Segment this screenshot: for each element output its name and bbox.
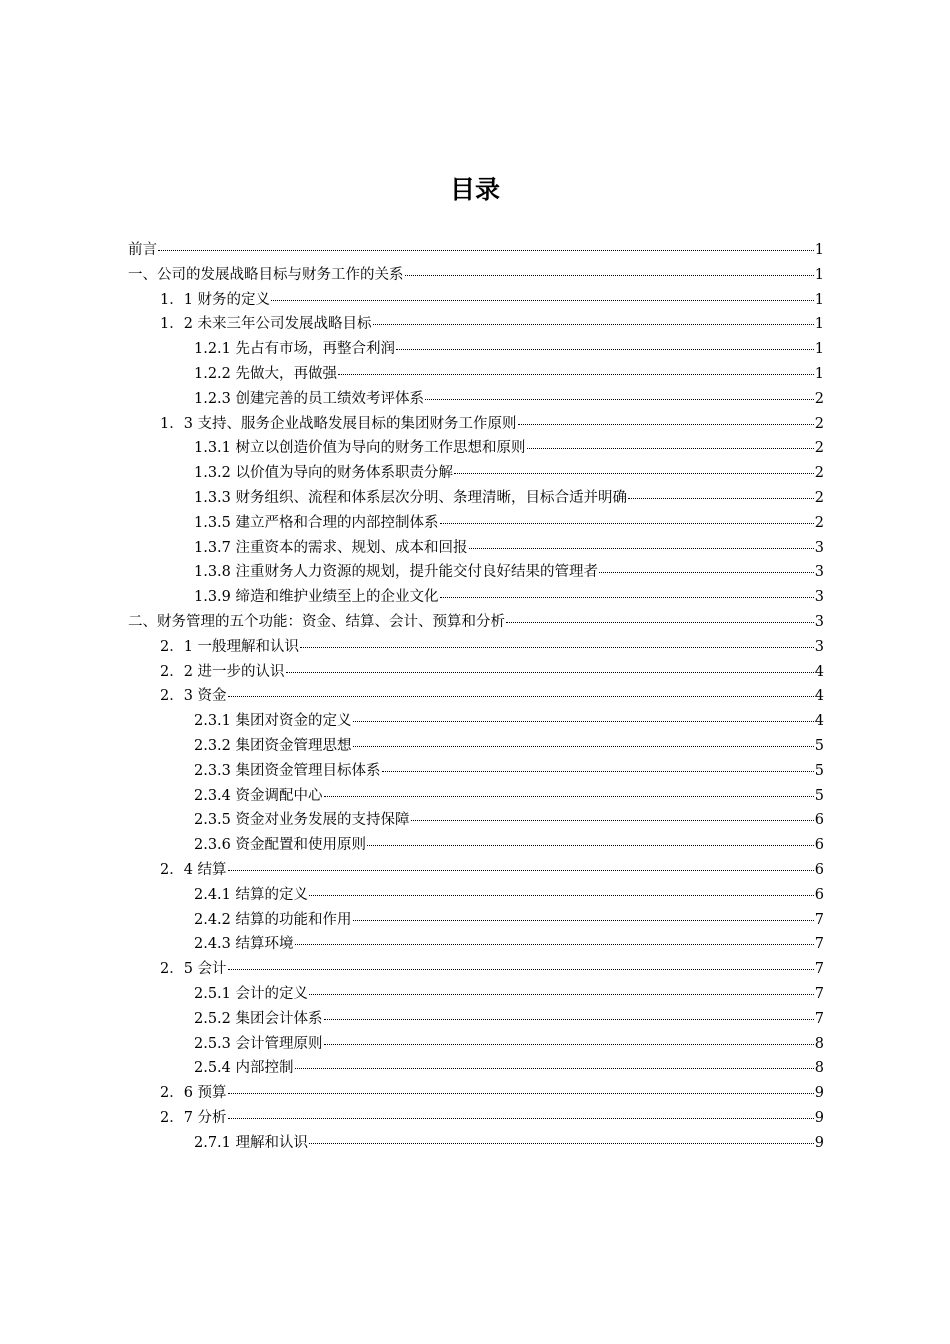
toc-dot-leader: [599, 558, 814, 574]
toc-dot-leader: [353, 707, 814, 723]
toc-dot-leader: [309, 979, 814, 995]
toc-entry[interactable]: [128, 808, 824, 833]
toc-dot-leader: [228, 1103, 814, 1119]
toc-entry[interactable]: [128, 1032, 824, 1057]
toc-page-number: 3: [814, 539, 824, 556]
toc-entry-text: 1．3 支持、服务企业战略发展目标的集团财务工作原则: [160, 415, 517, 432]
toc-entry[interactable]: [128, 486, 824, 511]
toc-dot-leader: [353, 905, 814, 921]
toc-page-number: 6: [814, 886, 824, 903]
toc-page-number: 9: [814, 1085, 824, 1102]
toc-dot-leader: [628, 483, 814, 499]
toc-entry[interactable]: [128, 1081, 824, 1106]
toc-entry-text: 1.2.1 先占有市场，再整合利润: [194, 341, 396, 358]
toc-page-number: 8: [814, 1035, 824, 1052]
toc-entry-text: 2．5 会计: [160, 961, 227, 978]
toc-dot-leader: [158, 236, 814, 252]
toc-entry[interactable]: [128, 560, 824, 585]
toc-page-number: 3: [814, 564, 824, 581]
toc-page-number: 1: [814, 316, 824, 333]
toc-page-number: 1: [814, 266, 824, 283]
toc-dot-leader: [338, 359, 814, 375]
toc-dot-leader: [295, 1054, 814, 1070]
toc-page-number: 3: [814, 589, 824, 606]
toc-entry-text: 一、公司的发展战略目标与财务工作的关系: [128, 266, 404, 283]
toc-entry[interactable]: [128, 1056, 824, 1081]
toc-page-number: 4: [814, 713, 824, 730]
toc-dot-leader: [228, 855, 814, 871]
toc-title: 目录: [449, 175, 500, 204]
toc-dot-leader: [300, 632, 814, 648]
toc-page-number: 2: [814, 415, 824, 432]
toc-entry-text: 2．3 资金: [160, 688, 227, 705]
toc-entry-text: 2.4.2 结算的功能和作用: [194, 911, 352, 928]
toc-entry-text: 2.3.2 集团资金管理思想: [194, 737, 352, 754]
toc-page-number: 5: [814, 787, 824, 804]
toc-entry[interactable]: [128, 288, 824, 313]
toc-entry[interactable]: [128, 957, 824, 982]
toc-entry[interactable]: [128, 511, 824, 536]
toc-entry-text: 2.4.1 结算的定义: [194, 886, 309, 903]
toc-entry[interactable]: [128, 362, 824, 387]
toc-entry-text: 2.5.3 会计管理原则: [194, 1035, 323, 1052]
toc-page-number: 5: [814, 762, 824, 779]
toc-entry[interactable]: [128, 337, 824, 362]
toc-page-number: 3: [814, 638, 824, 655]
toc-entry-text: 1.3.7 注重资本的需求、规划、成本和回报: [194, 539, 468, 556]
toc-entry[interactable]: [128, 709, 824, 734]
toc-page-number: 7: [814, 936, 824, 953]
toc-page-number: 2: [814, 489, 824, 506]
toc-entry-text: 前言: [128, 242, 157, 258]
toc-dot-leader: [271, 285, 814, 301]
toc-dot-leader: [309, 1128, 814, 1144]
toc-entry[interactable]: [128, 635, 824, 660]
toc-entry[interactable]: [128, 858, 824, 883]
toc-entry-text: 1.3.3 财务组织、流程和体系层次分明、条理清晰，目标合适并明确: [194, 489, 628, 506]
toc-entry[interactable]: [128, 263, 824, 288]
toc-dot-leader: [425, 384, 814, 400]
toc-entry-text: 1.3.5 建立严格和合理的内部控制体系: [194, 514, 439, 531]
toc-entry[interactable]: [128, 1007, 824, 1032]
toc-dot-leader: [324, 1029, 814, 1045]
toc-entry-text: 2．1 一般理解和认识: [160, 638, 300, 655]
toc-dot-leader: [228, 1079, 814, 1095]
toc-dot-leader: [518, 409, 814, 425]
toc-dot-leader: [309, 880, 814, 896]
toc-entry-text: 1．1 财务的定义: [160, 291, 271, 308]
toc-dot-leader: [382, 756, 814, 772]
toc-page-number: 2: [814, 440, 824, 457]
toc-page-number: 5: [814, 737, 824, 754]
toc-entry-text: 2.3.4 资金调配中心: [194, 787, 323, 804]
toc-entry[interactable]: [128, 908, 824, 933]
toc-entry[interactable]: [128, 784, 824, 809]
toc-entry-text: 1.3.1 树立以创造价值为导向的财务工作思想和原则: [194, 440, 526, 457]
toc-page-number: 1: [814, 291, 824, 308]
toc-dot-leader: [469, 533, 814, 549]
toc-page-number: 2: [814, 514, 824, 531]
toc-entry-text: 2.3.1 集团对资金的定义: [194, 713, 352, 730]
toc-dot-leader: [324, 781, 814, 797]
toc-page-number: 3: [814, 613, 824, 630]
toc-entry[interactable]: [128, 883, 824, 908]
toc-entry[interactable]: [128, 387, 824, 412]
toc-page-number: 7: [814, 1010, 824, 1027]
toc-page-number: 7: [814, 961, 824, 978]
toc-entry[interactable]: [128, 684, 824, 709]
toc-entry-text: 1.3.2 以价值为导向的财务体系职责分解: [194, 465, 454, 482]
toc-entry-text: 2.4.3 结算环境: [194, 936, 294, 953]
toc-entry-text: 2.3.5 资金对业务发展的支持保障: [194, 812, 410, 829]
toc-entry-text: 1.2.3 创建完善的员工绩效考评体系: [194, 390, 425, 407]
toc-entry[interactable]: [128, 312, 824, 337]
toc-page-number: 1: [814, 341, 824, 358]
toc-page-number: 6: [814, 837, 824, 854]
toc-entry-text: 2.3.6 资金配置和使用原则: [194, 837, 367, 854]
toc-entry[interactable]: [128, 932, 824, 957]
toc-dot-leader: [367, 831, 814, 847]
toc-page-number: 6: [814, 861, 824, 878]
toc-dot-leader: [353, 731, 814, 747]
toc-page-number: 2: [814, 465, 824, 482]
toc-dot-leader: [440, 583, 814, 599]
toc-page-number: 6: [814, 812, 824, 829]
toc-dot-leader: [228, 955, 814, 971]
toc-entry[interactable]: [128, 982, 824, 1007]
toc-dot-leader: [228, 682, 814, 698]
toc-entry-text: 1.3.9 缔造和维护业绩至上的企业文化: [194, 589, 439, 606]
toc-dot-leader: [295, 930, 814, 946]
toc-page-number: 8: [814, 1060, 824, 1077]
toc-page-number: 9: [814, 1109, 824, 1126]
toc-entry-text: 2.7.1 理解和认识: [194, 1134, 309, 1151]
toc-entry[interactable]: [128, 436, 824, 461]
toc-entry[interactable]: [128, 833, 824, 858]
toc-entry-text: 2.5.4 内部控制: [194, 1060, 294, 1077]
toc-list: [128, 238, 824, 1155]
toc-entry[interactable]: [128, 1131, 824, 1156]
toc-page-number: 9: [814, 1134, 824, 1151]
toc-page-number: 7: [814, 911, 824, 928]
toc-entry[interactable]: [128, 412, 824, 437]
toc-entry[interactable]: [128, 610, 824, 635]
toc-dot-leader: [440, 508, 814, 524]
toc-dot-leader: [324, 1004, 814, 1020]
toc-dot-leader: [373, 310, 814, 326]
toc-dot-leader: [506, 607, 814, 623]
toc-page-number: 4: [814, 663, 824, 680]
toc-entry-text: 2．2 进一步的认识: [160, 663, 285, 680]
toc-dot-leader: [405, 260, 814, 276]
toc-dot-leader: [527, 434, 814, 450]
toc-page-number: 2: [814, 390, 824, 407]
toc-entry-text: 2.5.2 集团会计体系: [194, 1010, 323, 1027]
toc-entry-text: 1.3.8 注重财务人力资源的规划，提升能交付良好结果的管理者: [194, 564, 599, 581]
toc-entry-text: 2．6 预算: [160, 1085, 227, 1102]
toc-entry[interactable]: [128, 238, 824, 263]
toc-entry[interactable]: [128, 461, 824, 486]
toc-page-number: 1: [814, 365, 824, 382]
toc-entry-text: 2．7 分析: [160, 1109, 227, 1126]
toc-entry[interactable]: [128, 536, 824, 561]
toc-dot-leader: [454, 459, 814, 475]
toc-entry[interactable]: [128, 660, 824, 685]
toc-entry-text: 1.2.2 先做大，再做强: [194, 365, 338, 382]
toc-dot-leader: [286, 657, 814, 673]
toc-entry-text: 1．2 未来三年公司发展战略目标: [160, 316, 372, 333]
toc-entry-text: 2.5.1 会计的定义: [194, 985, 309, 1002]
toc-entry[interactable]: [128, 759, 824, 784]
toc-page-number: 4: [814, 688, 824, 705]
toc-page-number: 7: [814, 985, 824, 1002]
toc-dot-leader: [396, 335, 814, 351]
toc-entry-text: 2．4 结算: [160, 861, 227, 878]
toc-dot-leader: [411, 806, 814, 822]
toc-entry[interactable]: [128, 734, 824, 759]
toc-page-number: 1: [814, 242, 824, 258]
toc-entry[interactable]: [128, 585, 824, 610]
toc-entry[interactable]: [128, 1106, 824, 1131]
toc-entry-text: 二、财务管理的五个功能：资金、结算、会计、预算和分析: [128, 613, 505, 630]
toc-entry-text: 2.3.3 集团资金管理目标体系: [194, 762, 381, 779]
